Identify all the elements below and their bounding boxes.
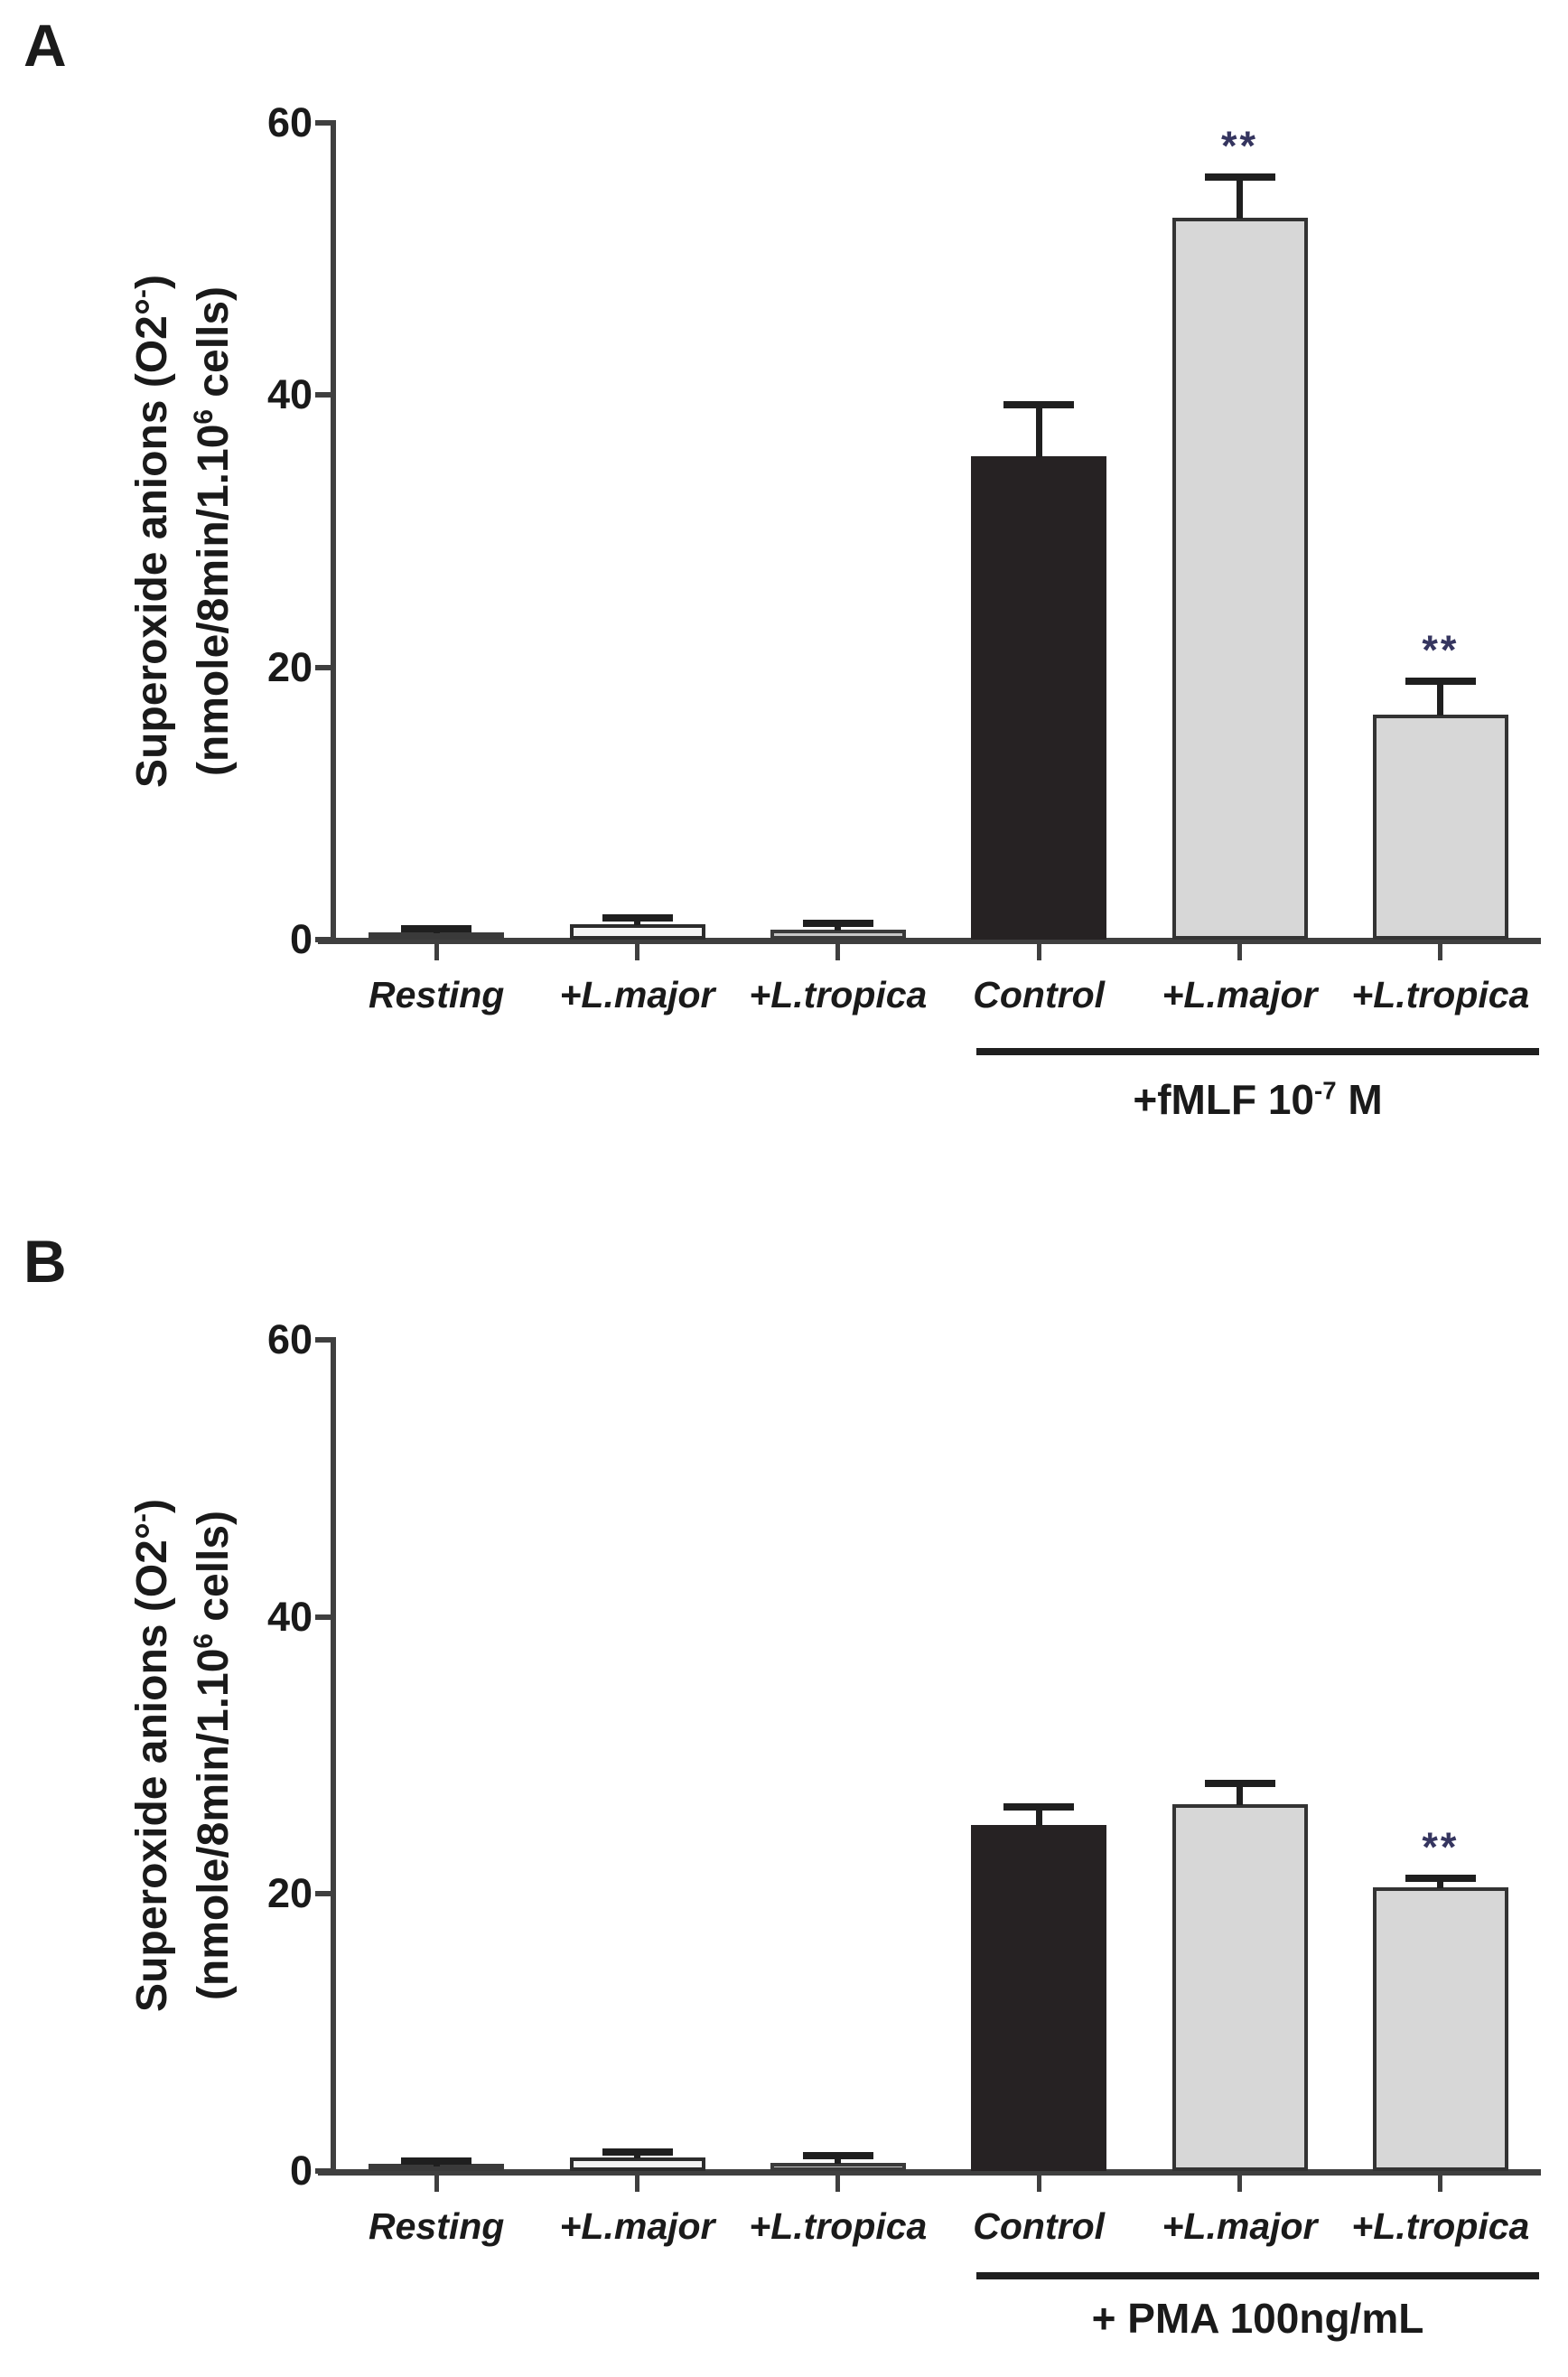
plot-area [336,1340,1541,2171]
error-bar-cap [401,925,471,932]
error-bar-cap [602,914,673,922]
y-axis-title-line1: Superoxide anions (O2°-) [127,1499,176,2012]
y-tick-mark [315,1614,331,1620]
y-tick-mark [315,665,331,670]
group-underline [976,1048,1539,1055]
y-axis-title-line1: Superoxide anions (O2°-) [127,275,176,788]
significance-stars: ** [1422,626,1460,673]
x-category-label: +L.tropica [749,2205,928,2247]
x-category-label: +L.major [559,974,715,1015]
y-tick-mark [315,1891,331,1896]
group-annotation [336,947,1541,1146]
bar [570,924,705,940]
x-category-label: Control [973,974,1106,1015]
x-category-label: Control [973,2205,1106,2247]
y-tick-label: 0 [289,916,313,962]
x-category-label: +L.tropica [1351,2205,1530,2247]
bar [1373,1887,1508,2171]
y-tick-label: 40 [266,1593,313,1640]
y-axis-title-line2: (nmole/8min/1.10$^6$ cells) [189,1510,238,2001]
y-tick-label: 20 [266,643,313,690]
group-label: +fMLF $10^{-7}$ M [1133,1076,1383,1123]
y-axis-tick-labels [204,99,313,962]
error-bar-cap [803,2152,873,2159]
bar [971,1825,1106,2171]
bar [570,2157,705,2171]
error-bar-cap [401,2157,471,2165]
y-tick-label: 0 [289,2148,313,2194]
bar [1172,218,1308,940]
error-bar-cap [602,2148,673,2156]
x-category-label: +L.major [1162,2205,1318,2247]
bar [770,930,906,940]
x-category-label: +L.major [559,2205,715,2247]
y-tick-mark [315,120,331,126]
y-axis-tick-labels [204,1316,313,2194]
significance-stars: ** [1220,123,1259,170]
panel-a-label: A [23,12,67,79]
y-axis-tick-marks [315,123,331,940]
error-bar-cap [1003,401,1074,408]
y-tick-label: 60 [266,1316,313,1362]
error-bar-cap [1405,678,1476,685]
y-tick-label: 40 [266,371,313,418]
plot-area [336,123,1541,940]
panel-b-label: B [23,1228,67,1295]
significance-stars: ** [1422,1824,1460,1871]
error-bar-stem [1237,177,1243,219]
y-axis-tick-marks [315,1340,331,2171]
y-tick-label: 60 [266,99,313,145]
bar [1172,1804,1308,2171]
group-annotation [336,2178,1541,2377]
error-bar-stem [1036,405,1042,457]
bar [770,2163,906,2171]
x-category-label: Resting [368,974,505,1015]
error-bar-cap [1003,1803,1074,1811]
x-category-label: +L.major [1162,974,1318,1015]
error-bar-stem [1437,681,1443,716]
error-bar-cap [1205,173,1275,181]
bar [1373,715,1508,940]
group-label: + PMA 100ng/mL [1091,2295,1424,2342]
panel-b [0,1207,1568,2342]
error-bar-cap [803,920,873,927]
x-category-label: +L.tropica [1351,974,1530,1015]
group-underline [976,2272,1539,2279]
y-tick-mark [315,1337,331,1343]
y-axis-title-line2: (nmole/8min/1.10$^6$ cells) [189,285,238,777]
error-bar-cap [1405,1875,1476,1882]
y-tick-label: 20 [266,1870,313,1917]
error-bar-cap [1205,1780,1275,1787]
x-category-label: Resting [368,2205,505,2247]
y-tick-mark [315,392,331,398]
x-category-label: +L.tropica [749,974,928,1015]
bar [971,456,1106,940]
